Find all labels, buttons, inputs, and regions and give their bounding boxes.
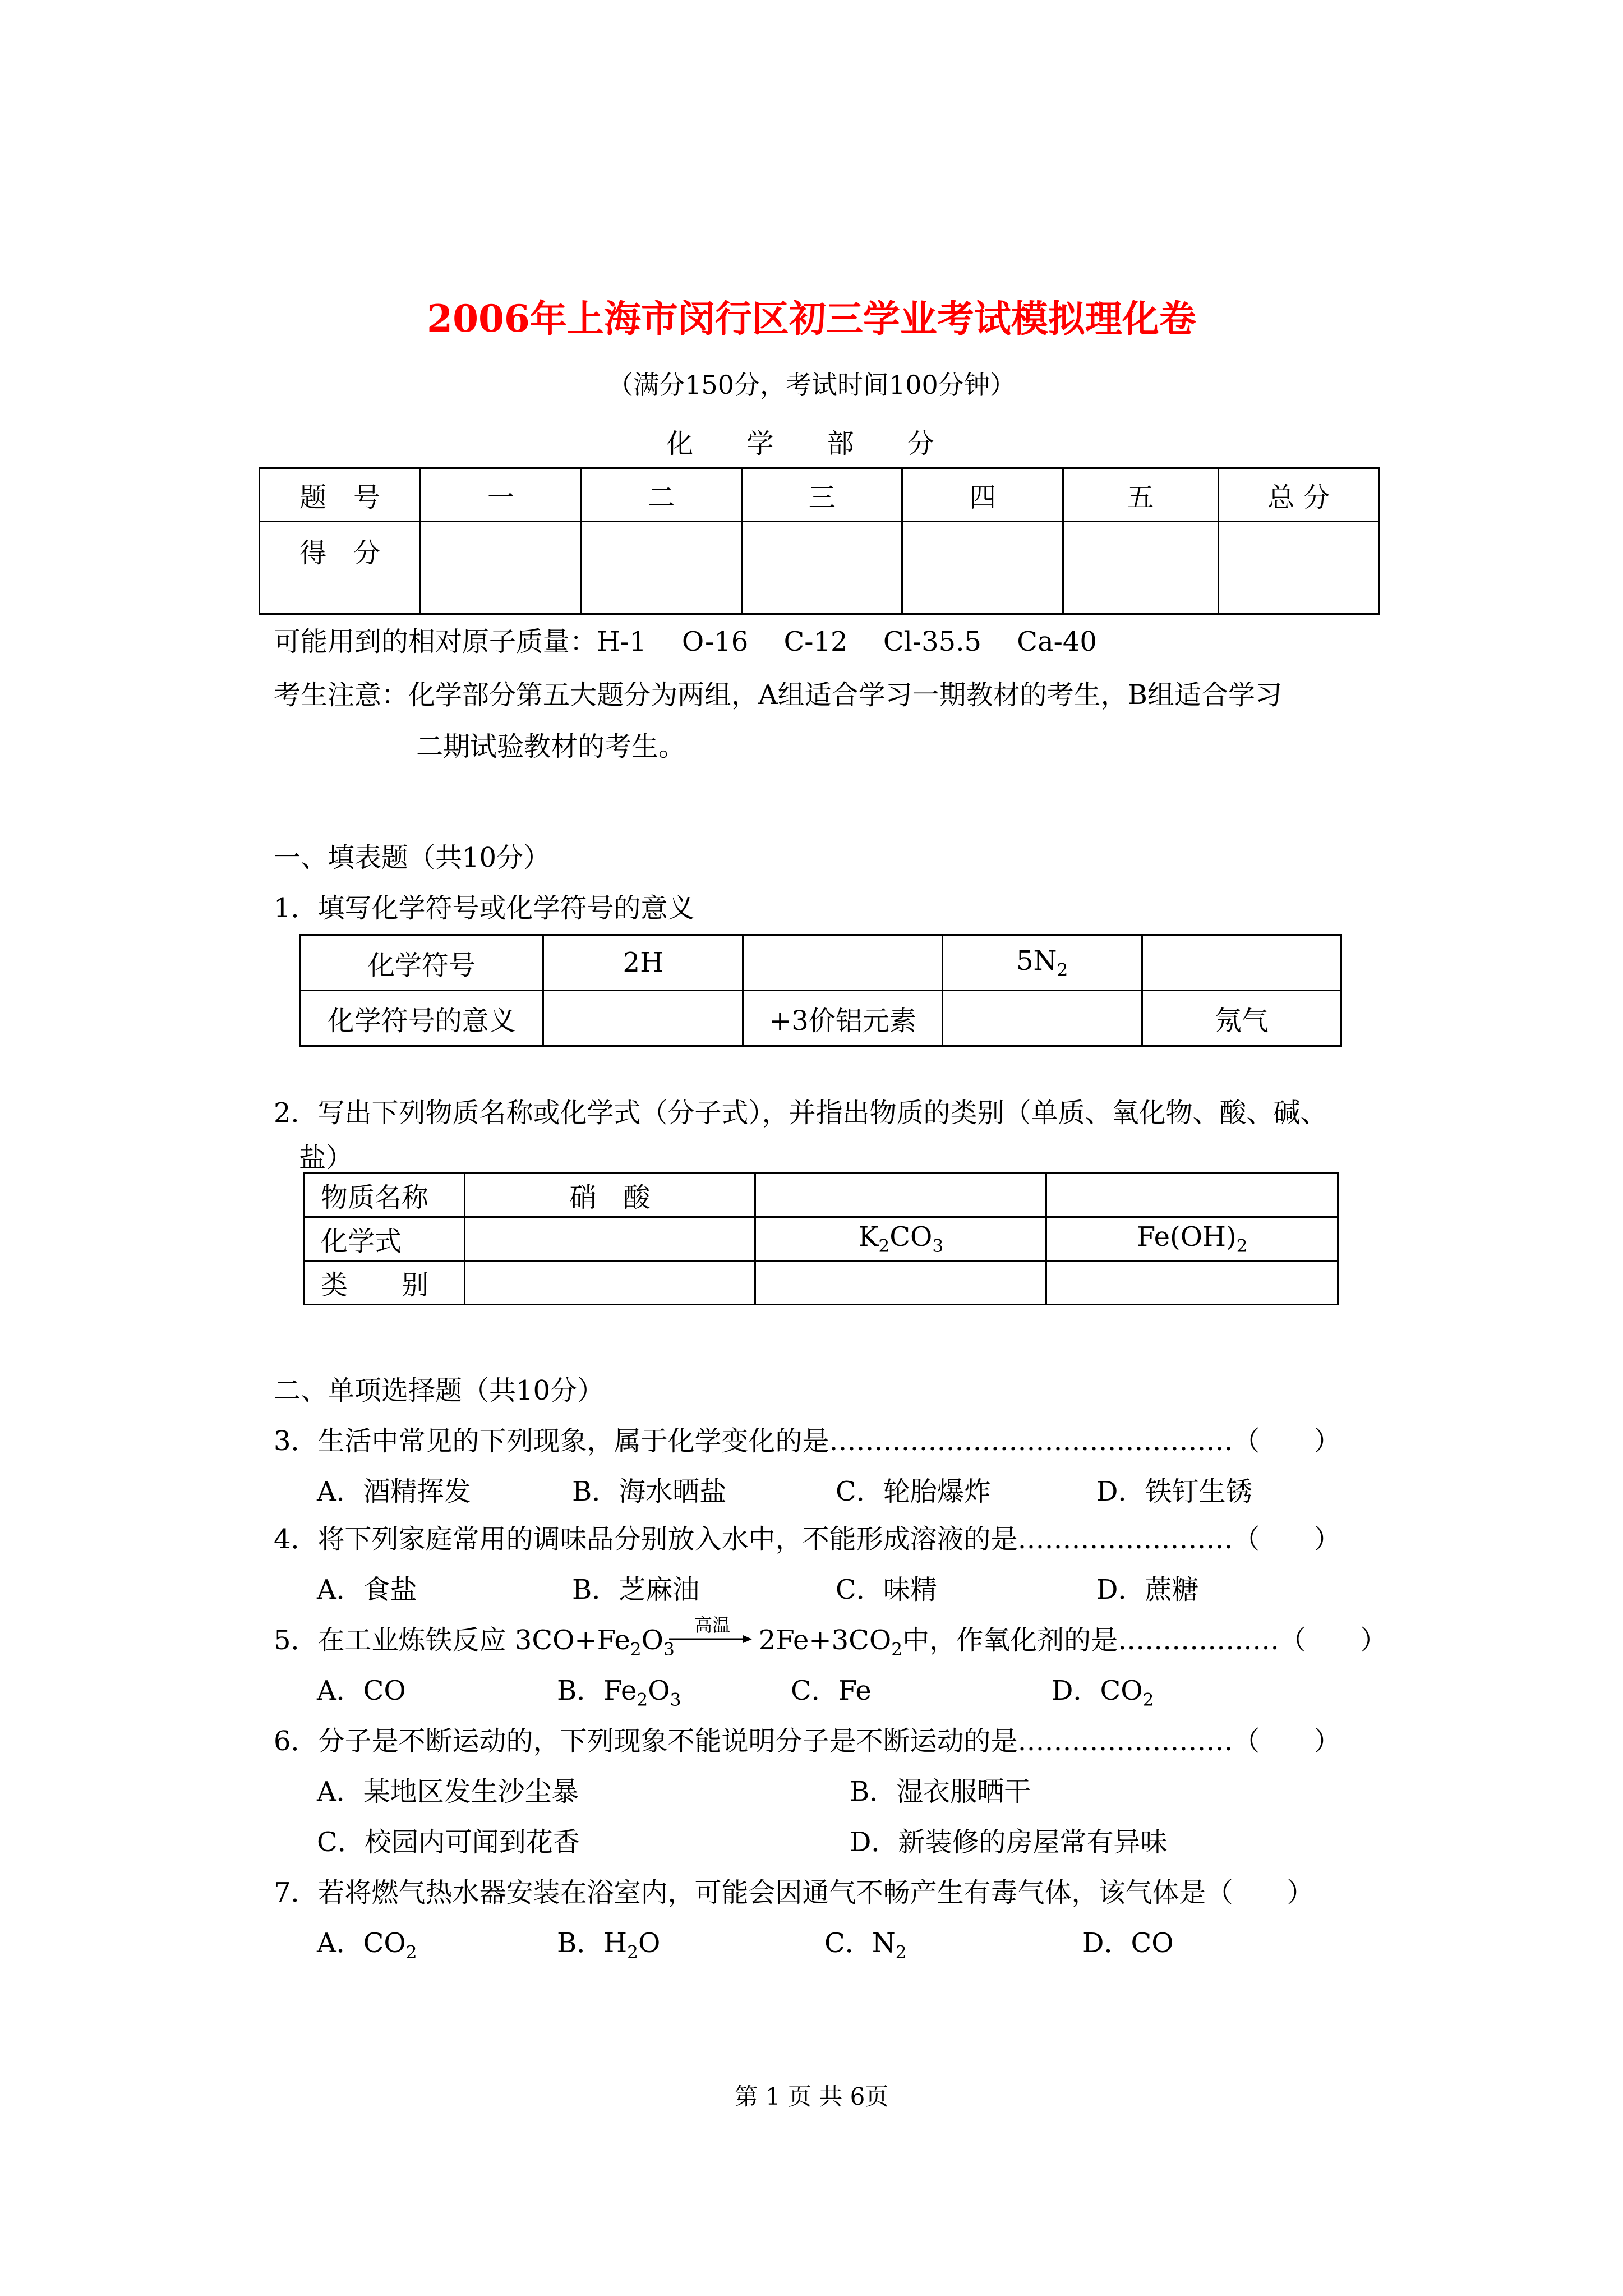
option-d: D．蔗糖 [1096, 1574, 1199, 1605]
score-cell [1218, 522, 1380, 614]
cell [1046, 1261, 1338, 1305]
score-header: 一 [421, 468, 581, 522]
score-header: 四 [902, 468, 1063, 522]
score-row [260, 522, 1380, 614]
question-5-stem [274, 1618, 1387, 1660]
option-a [317, 1921, 417, 1963]
question-6-stem: 6．分子是不断运动的，下列现象不能说明分子是不断运动的是……………………（ ） [274, 1726, 1341, 1757]
symbol-table [299, 934, 1342, 1047]
row-label: 化学式 [305, 1217, 465, 1261]
option-c [824, 1921, 907, 1963]
meaning-cell [543, 991, 743, 1046]
option-c: C．校园内可闻到花香 [317, 1826, 580, 1858]
score-header: 五 [1063, 468, 1218, 522]
formula-text: CO [889, 1221, 933, 1253]
page-title: 2006年上海市闵行区初三学业考试模拟理化卷 [427, 297, 1196, 341]
option-c: C．味精 [836, 1574, 937, 1605]
formula-subscript: 2 [1142, 1690, 1154, 1710]
question-7-stem: 7．若将燃气热水器安装在浴室内，可能会因通气不畅产生有毒气体，该气体是（ ） [274, 1877, 1314, 1908]
row-label: 类 别 [305, 1261, 465, 1305]
notice-line-2: 二期试验教材的考生。 [416, 731, 686, 762]
substance-row [305, 1174, 1338, 1217]
score-row-label: 得 分 [260, 522, 421, 614]
option-a: A．食盐 [317, 1574, 417, 1605]
option-text: O [648, 1675, 670, 1706]
score-header: 三 [742, 468, 902, 522]
formula-subscript: 2 [637, 1690, 648, 1710]
symbol-row-label: 化学符号 [300, 935, 543, 991]
substance-table [303, 1172, 1339, 1305]
question-1-stem: 1．填写化学符号或化学符号的意义 [274, 892, 695, 924]
option-text: D．CO [1052, 1675, 1143, 1706]
score-cell [742, 522, 902, 614]
question-3-stem: 3．生活中常见的下列现象，属于化学变化的是………………………………………（ ） [274, 1425, 1341, 1457]
page-footer: 第 1 页 共 6页 [734, 2083, 889, 2110]
formula-row [305, 1217, 1338, 1261]
score-cell [581, 522, 741, 614]
symbol-cell [743, 935, 943, 991]
option-d [1052, 1669, 1154, 1710]
option-text: B．H [557, 1927, 628, 1959]
section-2-heading: 二、单项选择题（共10分） [274, 1375, 605, 1406]
row-label: 物质名称 [305, 1174, 465, 1217]
score-cell [902, 522, 1063, 614]
symbol-cell [1142, 935, 1341, 991]
cell [755, 1174, 1046, 1217]
formula-text: K [858, 1221, 879, 1253]
category-row [305, 1261, 1338, 1305]
score-header: 总 分 [1218, 468, 1380, 522]
question-4-stem: 4．将下列家庭常用的调味品分别放入水中，不能形成溶液的是……………………（ ） [274, 1524, 1341, 1555]
option-b: B．海水晒盐 [572, 1476, 727, 1507]
option-text: C．N [824, 1927, 896, 1959]
cell [464, 1261, 755, 1305]
meaning-row [300, 991, 1341, 1046]
option-text: A．CO [317, 1927, 406, 1959]
option-text: O [638, 1927, 661, 1959]
option-a: A．某地区发生沙尘暴 [317, 1776, 579, 1807]
part-heading: 化 学 部 分 [666, 428, 957, 459]
atomic-masses: 可能用到的相对原子质量：H-1 O-16 C-12 Cl-35.5 Ca-40 [274, 626, 1097, 657]
score-header: 题 号 [260, 468, 421, 522]
option-b [557, 1669, 681, 1710]
meaning-cell: +3价铝元素 [743, 991, 943, 1046]
formula-subscript: 2 [405, 1942, 417, 1963]
meaning-cell [942, 991, 1142, 1046]
option-a: A．CO [317, 1675, 406, 1706]
score-header: 二 [581, 468, 741, 522]
formula-subscript: 2 [895, 1942, 907, 1963]
cell [755, 1261, 1046, 1305]
formula-subscript: 2 [630, 1639, 642, 1660]
meaning-row-label: 化学符号的意义 [300, 991, 543, 1046]
reaction-condition: 高温 [694, 1614, 731, 1636]
reaction-text: O [641, 1625, 663, 1656]
option-c: C．Fe [791, 1675, 872, 1706]
reaction-text: 5．在工业炼铁反应 3CO+Fe [274, 1625, 630, 1656]
formula-subscript: 2 [1057, 960, 1068, 981]
formula-subscript: 2 [878, 1236, 890, 1257]
formula-subscript: 3 [670, 1690, 681, 1710]
question-2-stem-line-1: 2．写出下列物质名称或化学式（分子式），并指出物质的类别（单质、氧化物、酸、碱、 [274, 1097, 1327, 1129]
option-b: B．湿衣服晒干 [850, 1776, 1031, 1807]
option-d: D．新装修的房屋常有异味 [850, 1826, 1168, 1858]
reaction-arrow-icon [669, 1634, 753, 1645]
question-2-stem-line-2: 盐） [299, 1142, 353, 1174]
formula-subscript: 2 [891, 1639, 903, 1660]
question-text: 中，作氧化剂的是………………（ ） [902, 1625, 1387, 1656]
option-b: B．芝麻油 [572, 1574, 700, 1605]
score-header-row [260, 468, 1380, 522]
symbol-cell [942, 935, 1142, 991]
symbol-row [300, 935, 1341, 991]
formula-subscript: 3 [932, 1236, 944, 1257]
option-d: D．CO [1082, 1927, 1174, 1959]
formula-subscript: 3 [663, 1639, 675, 1660]
symbol-cell: 2H [543, 935, 743, 991]
reaction-text: 2Fe+3CO [758, 1625, 892, 1656]
cell [464, 1217, 755, 1261]
score-cell [421, 522, 581, 614]
cell [1046, 1217, 1338, 1261]
option-d: D．铁钉生锈 [1096, 1476, 1253, 1507]
cell: 硝 酸 [464, 1174, 755, 1217]
score-table [259, 467, 1380, 615]
meaning-cell: 氖气 [1142, 991, 1341, 1046]
notice-line-1: 考生注意：化学部分第五大题分为两组，A组适合学习一期教材的考生，B组适合学习 [274, 679, 1282, 711]
option-b [557, 1921, 660, 1963]
section-1-heading: 一、填表题（共10分） [274, 842, 551, 873]
formula-subscript: 2 [1236, 1236, 1248, 1257]
cell [755, 1217, 1046, 1261]
option-text: B．Fe [557, 1675, 637, 1706]
formula-text: 5N [1016, 945, 1057, 977]
formula-text: Fe(OH) [1136, 1221, 1237, 1253]
option-c: C．轮胎爆炸 [836, 1476, 991, 1507]
score-cell [1063, 522, 1218, 614]
cell [1046, 1174, 1338, 1217]
exam-info: （满分150分，考试时间100分钟） [607, 370, 1016, 400]
formula-subscript: 2 [627, 1942, 638, 1963]
option-a: A．酒精挥发 [317, 1476, 471, 1507]
